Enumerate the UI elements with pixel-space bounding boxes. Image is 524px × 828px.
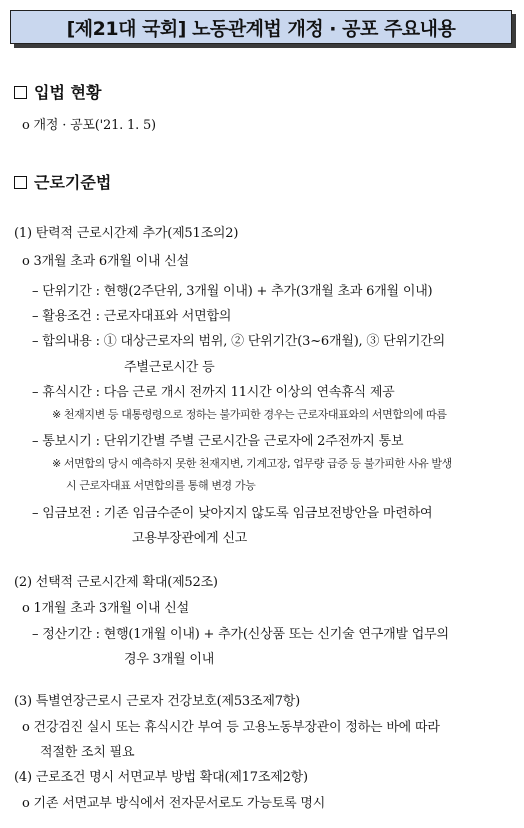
list-item: – 통보시기 : 단위기간별 주별 근로시간을 근로자에 2주전까지 통보	[32, 434, 404, 449]
list-item-continuation: 경우 3개월 이내	[124, 652, 215, 667]
document-title: [제21대 국회] 노동관계법 개정 · 공포 주요내용	[66, 17, 456, 40]
list-item: – 활용조건 : 근로자대표와 서면합의	[32, 309, 232, 324]
list-item: o 3개월 초과 6개월 이내 신설	[22, 254, 190, 269]
document-title-banner	[10, 10, 512, 44]
checkbox-square-icon	[14, 86, 27, 99]
item-header-health-protection: (3) 특별연장근로시 근로자 건강보호(제53조제7항)	[14, 694, 301, 709]
note: ※ 천재지변 등 대통령령으로 정하는 불가피한 경우는 근로자대표와의 서면합의에 따름	[52, 408, 447, 421]
note: ※ 서면합의 당시 예측하지 못한 천재지변, 기계고장, 업무량 급증 등 불가피한 사유 발생	[52, 457, 452, 470]
section-heading-text: 입법 현황	[34, 83, 102, 102]
section-heading-legislation-status	[14, 80, 101, 103]
item-header-flexible-hours: (1) 탄력적 근로시간제 추가(제51조의2)	[14, 226, 239, 241]
list-item: – 임금보전 : 기존 임금수준이 낮아지지 않도록 임금보전방안을 마련하여	[32, 506, 433, 521]
list-item: – 휴식시간 : 다음 근로 개시 전까지 11시간 이상의 연속휴식 제공	[32, 385, 395, 400]
section-heading-text: 근로기준법	[34, 173, 112, 192]
list-item-continuation: 주별근로시간 등	[124, 360, 215, 375]
list-item-continuation: 고용부장관에게 신고	[132, 531, 248, 546]
list-item: – 단위기간 : 현행(2주단위, 3개월 이내) + 추가(3개월 초과 6개월 이내)	[32, 284, 433, 299]
list-item: o 건강검진 실시 또는 휴식시간 부여 등 고용노동부장관이 정하는 바에 따라	[22, 720, 440, 735]
list-item: – 정산기간 : 현행(1개월 이내) + 추가(신상품 또는 신기술 연구개발 업무의	[32, 627, 449, 642]
list-item: – 합의내용 : ① 대상근로자의 범위, ② 단위기간(3~6개월), ③ 단위기간의	[32, 334, 445, 349]
item-header-written-delivery: (4) 근로조건 명시 서면교부 방법 확대(제17조제2항)	[14, 770, 308, 785]
note-continuation: 시 근로자대표 서면합의를 통해 변경 가능	[66, 479, 256, 492]
list-item: o 기존 서면교부 방식에서 전자문서로도 가능토록 명시	[22, 796, 326, 811]
item-header-selective-hours: (2) 선택적 근로시간제 확대(제52조)	[14, 575, 218, 590]
section-heading-labor-standards-act	[14, 170, 111, 193]
list-item-continuation: 적절한 조치 필요	[40, 745, 135, 760]
line-promulgation-date: o 개정 · 공포('21. 1. 5)	[22, 118, 156, 133]
list-item: o 1개월 초과 3개월 이내 신설	[22, 601, 190, 616]
checkbox-square-icon	[14, 176, 27, 189]
